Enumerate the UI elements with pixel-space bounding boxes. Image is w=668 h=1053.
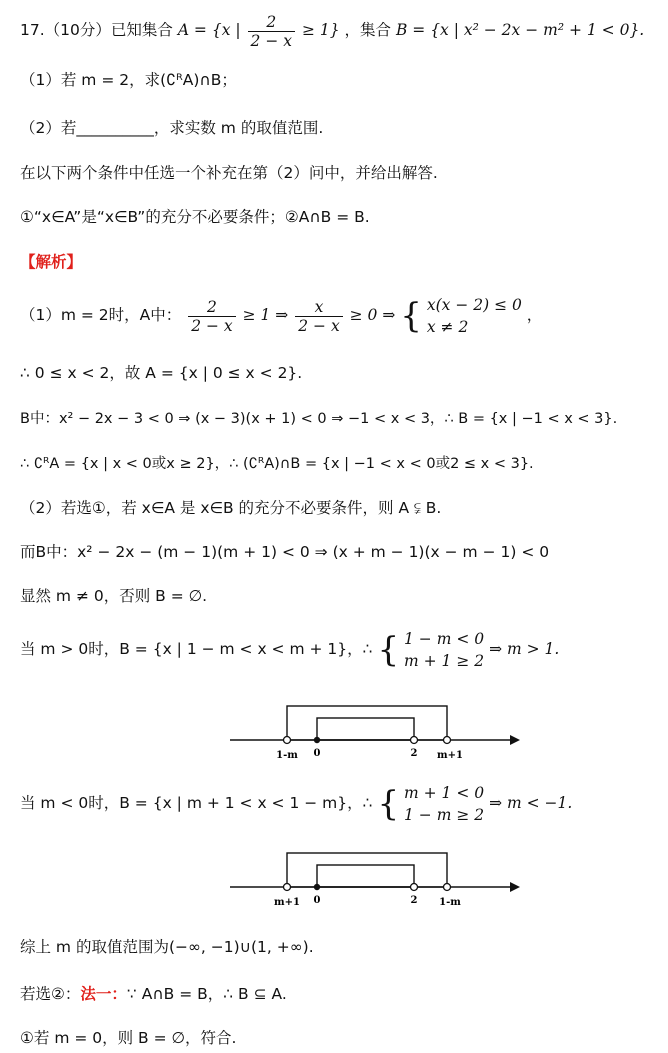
case-positive-brace: { [377, 630, 400, 670]
option-2-reasoning: ∵ A∩B = B，∴ B ⊆ A. [126, 985, 287, 1003]
part-1-question: （1）若 m = 2，求(∁ᴿA)∩B； [20, 71, 237, 89]
case-positive-condition-2: m + 1 ≥ 2 [404, 652, 485, 670]
point-zero [314, 737, 320, 743]
case-negative-result: ⇒ m < −1. [489, 794, 573, 812]
system-brace: { [400, 296, 422, 336]
problem-statement [20, 10, 668, 50]
step-1-system [427, 294, 522, 338]
case-negative-prefix: 当 m < 0时，B = {x | m + 1 < x < 1 − m}，∴ [20, 794, 373, 812]
problem-number: 17.（10分）已知集合 [20, 21, 173, 39]
label-m-plus-1-2: m+1 [274, 897, 300, 908]
solution-heading: 【解析】 [20, 253, 83, 271]
step-1-implies-1: ≥ 1 ⇒ [242, 306, 289, 324]
label-zero: 0 [313, 748, 321, 759]
set-b-interval-bracket-2 [287, 853, 447, 887]
point-1-minus-m [284, 737, 291, 744]
step-1-prefix: （1）m = 2时，A中： [20, 306, 182, 324]
set-a-interval-bracket-2 [317, 865, 414, 887]
point-m-plus-1-2 [284, 884, 291, 891]
point-1-minus-m-2 [444, 884, 451, 891]
set-b-interval-bracket [287, 706, 447, 740]
label-m-plus-1: m+1 [437, 750, 463, 761]
label-zero-2: 0 [313, 895, 321, 906]
step-1-suffix: ， [526, 306, 543, 324]
axis-arrow-2 [510, 882, 520, 892]
axis-arrow [510, 735, 520, 745]
set-b-prefix: ，集合 [344, 21, 392, 39]
set-a-numerator: 2 [266, 12, 277, 31]
label-two: 2 [410, 748, 418, 759]
solution-step-1 [20, 290, 668, 340]
case-negative-m [20, 778, 668, 828]
set-a-prefix: A = {x | [177, 21, 241, 39]
solution-step-4: ∴ ∁ᴿA = {x | x < 0或x ≥ 2}，∴ (∁ᴿA)∩B = {x | −1 < x < 0或2 ≤ x < 3}. [20, 456, 534, 472]
fraction-2-denominator: 2 − x [295, 316, 342, 335]
number-line-diagram-2 [220, 845, 530, 911]
option-2-case-1: ①若 m = 0，则 B = ∅，符合. [20, 1029, 237, 1047]
case-negative-brace: { [377, 784, 400, 824]
case-positive-prefix: 当 m > 0时，B = {x | 1 − m < x < m + 1}，∴ [20, 640, 373, 658]
case-positive-m [20, 624, 668, 674]
case-negative-condition-1: m + 1 < 0 [404, 784, 485, 802]
case-negative-system [404, 782, 484, 826]
case-negative-condition-2: 1 − m ≥ 2 [404, 806, 485, 824]
set-a-denominator: 2 − x [248, 31, 295, 50]
point-zero-2 [314, 884, 320, 890]
step-1-fraction-2 [295, 298, 342, 335]
label-1-minus-m-2: 1-m [439, 897, 461, 908]
label-two-2: 2 [410, 895, 418, 906]
point-two [411, 737, 418, 744]
fraction-2-numerator: x [314, 297, 324, 316]
step-1-implies-2: ≥ 0 ⇒ [349, 306, 396, 324]
method-one-label: 法一： [80, 985, 127, 1003]
system-condition-2: x ≠ 2 [426, 318, 469, 336]
fraction-1-denominator: 2 − x [188, 316, 235, 335]
solution-step-7: 显然 m ≠ 0，否则 B = ∅. [20, 587, 208, 605]
point-two-2 [411, 884, 418, 891]
option-2-intro [20, 984, 668, 1004]
system-condition-1: x(x − 2) ≤ 0 [426, 296, 522, 314]
solution-step-6: 而B中：x² − 2x − (m − 1)(m + 1) < 0 ⇒ (x + m − 1)(x − m − 1) < 0 [20, 543, 550, 561]
instruction-text: 在以下两个条件中任选一个补充在第（2）问中，并给出解答. [20, 164, 438, 182]
part-2-question: （2）若__________，求实数 m 的取值范围. [20, 119, 324, 137]
conclusion-text: 综上 m 的取值范围为(−∞, −1)∪(1, +∞). [20, 938, 314, 956]
step-1-fraction-1 [188, 298, 235, 335]
number-line-diagram-1 [220, 698, 530, 764]
solution-step-3: B中：x² − 2x − 3 < 0 ⇒ (x − 3)(x + 1) < 0 ⇒ −1 < x < 3，∴ B = {x | −1 < x < 3}. [20, 411, 618, 427]
label-1-minus-m: 1-m [276, 750, 298, 761]
case-positive-system [404, 628, 484, 672]
case-positive-result: ⇒ m > 1. [489, 640, 560, 658]
conditions-text: ①“x∈A”是“x∈B”的充分不必要条件；②A∩B = B. [20, 208, 370, 226]
point-m-plus-1 [444, 737, 451, 744]
solution-step-5: （2）若选①，若 x∈A 是 x∈B 的充分不必要条件，则 A ⫋ B. [20, 499, 442, 517]
option-2-prefix: 若选②： [20, 985, 81, 1003]
fraction-1-numerator: 2 [207, 297, 217, 316]
case-positive-condition-1: 1 − m < 0 [404, 630, 485, 648]
set-a-suffix: ≥ 1} [301, 21, 340, 39]
set-a-fraction [248, 13, 295, 50]
solution-step-2: ∴ 0 ≤ x < 2，故 A = {x | 0 ≤ x < 2}. [20, 364, 303, 382]
set-b-definition: B = {x | x² − 2x − m² + 1 < 0}. [395, 21, 645, 39]
set-a-interval-bracket [317, 718, 414, 740]
